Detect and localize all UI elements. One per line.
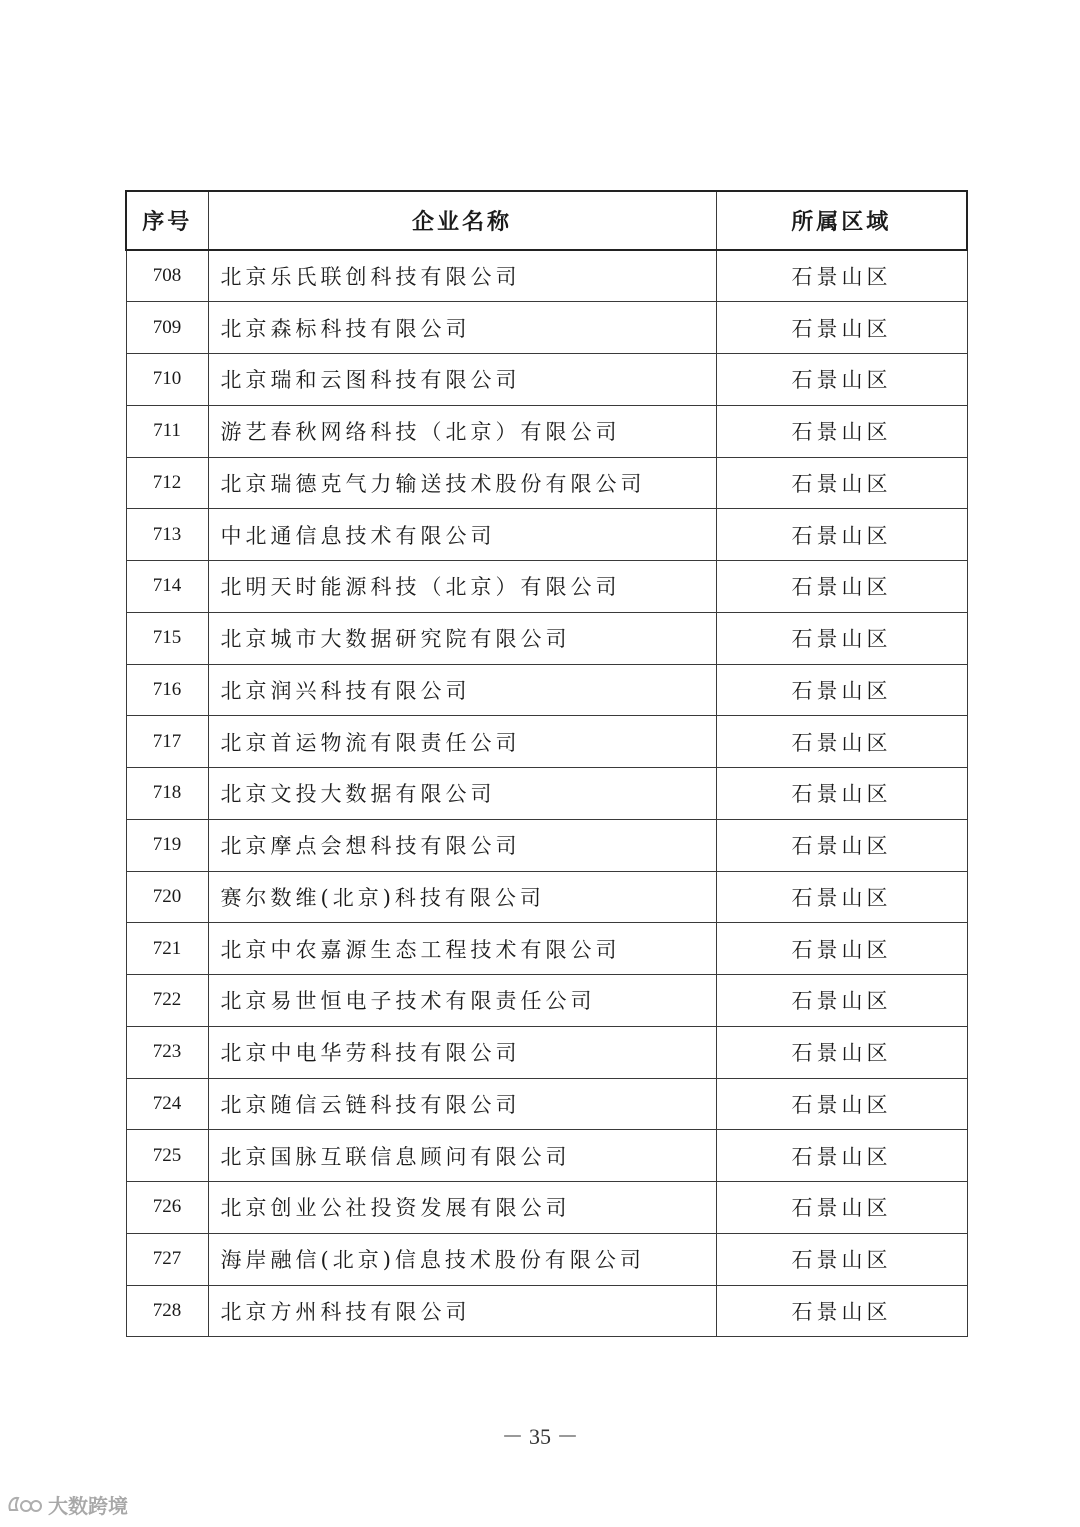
row-index: 722	[126, 975, 208, 1027]
table-row	[126, 1233, 967, 1285]
row-district: 石景山区	[716, 1182, 967, 1234]
row-company-name: 游艺春秋网络科技（北京）有限公司	[208, 405, 716, 457]
row-district: 石景山区	[716, 975, 967, 1027]
row-district: 石景山区	[716, 819, 967, 871]
table-row	[126, 1285, 967, 1337]
row-index: 711	[126, 405, 208, 457]
table-row	[126, 612, 967, 664]
table-row	[126, 871, 967, 923]
row-district: 石景山区	[716, 457, 967, 509]
row-company-name: 北京文投大数据有限公司	[208, 768, 716, 820]
row-district: 石景山区	[716, 1130, 967, 1182]
brand-logo-icon	[6, 1494, 42, 1516]
page-number: － 35 －	[501, 1424, 579, 1449]
row-company-name: 北京方州科技有限公司	[208, 1285, 716, 1337]
header-row	[126, 191, 967, 250]
table-row	[126, 819, 967, 871]
row-index: 721	[126, 923, 208, 975]
table-row	[126, 1182, 967, 1234]
row-index: 717	[126, 716, 208, 768]
row-company-name: 北京中电华劳科技有限公司	[208, 1026, 716, 1078]
enterprise-table-container	[125, 190, 966, 1337]
row-district: 石景山区	[716, 1285, 967, 1337]
row-company-name: 北京森标科技有限公司	[208, 302, 716, 354]
row-index: 718	[126, 768, 208, 820]
row-index: 714	[126, 561, 208, 613]
row-district: 石景山区	[716, 923, 967, 975]
table-header	[126, 191, 967, 250]
row-district: 石景山区	[716, 716, 967, 768]
row-company-name: 北京润兴科技有限公司	[208, 664, 716, 716]
row-district: 石景山区	[716, 871, 967, 923]
row-index: 726	[126, 1182, 208, 1234]
table-row	[126, 354, 967, 406]
row-index: 724	[126, 1078, 208, 1130]
row-district: 石景山区	[716, 1026, 967, 1078]
row-district: 石景山区	[716, 664, 967, 716]
row-index: 727	[126, 1233, 208, 1285]
row-company-name: 北京中农嘉源生态工程技术有限公司	[208, 923, 716, 975]
row-district: 石景山区	[716, 612, 967, 664]
header-district: 所属区域	[716, 191, 967, 250]
row-district: 石景山区	[716, 354, 967, 406]
table-row	[126, 768, 967, 820]
row-company-name: 北明天时能源科技（北京）有限公司	[208, 561, 716, 613]
row-company-name: 北京易世恒电子技术有限责任公司	[208, 975, 716, 1027]
row-district: 石景山区	[716, 768, 967, 820]
row-index: 708	[126, 250, 208, 302]
row-index: 710	[126, 354, 208, 406]
row-company-name: 北京城市大数据研究院有限公司	[208, 612, 716, 664]
row-index: 713	[126, 509, 208, 561]
table-row	[126, 302, 967, 354]
row-district: 石景山区	[716, 509, 967, 561]
row-index: 715	[126, 612, 208, 664]
row-index: 720	[126, 871, 208, 923]
watermark	[6, 1490, 128, 1519]
table-row	[126, 664, 967, 716]
row-index: 712	[126, 457, 208, 509]
row-company-name: 北京首运物流有限责任公司	[208, 716, 716, 768]
row-company-name: 北京瑞德克气力输送技术股份有限公司	[208, 457, 716, 509]
row-company-name: 北京创业公社投资发展有限公司	[208, 1182, 716, 1234]
row-index: 709	[126, 302, 208, 354]
row-district: 石景山区	[716, 1233, 967, 1285]
watermark-text: 大数跨境	[48, 1494, 128, 1518]
table-row	[126, 250, 967, 302]
row-company-name: 北京乐氏联创科技有限公司	[208, 250, 716, 302]
row-district: 石景山区	[716, 1078, 967, 1130]
row-company-name: 北京摩点会想科技有限公司	[208, 819, 716, 871]
table-body	[126, 250, 967, 1337]
table-row	[126, 1078, 967, 1130]
header-company-name: 企业名称	[208, 191, 716, 250]
row-company-name: 赛尔数维(北京)科技有限公司	[208, 871, 716, 923]
row-company-name: 中北通信息技术有限公司	[208, 509, 716, 561]
row-district: 石景山区	[716, 250, 967, 302]
enterprise-table	[125, 190, 968, 1337]
table-row	[126, 405, 967, 457]
table-row	[126, 509, 967, 561]
row-company-name: 北京国脉互联信息顾问有限公司	[208, 1130, 716, 1182]
row-index: 725	[126, 1130, 208, 1182]
row-index: 728	[126, 1285, 208, 1337]
table-row	[126, 1026, 967, 1078]
row-company-name: 北京瑞和云图科技有限公司	[208, 354, 716, 406]
row-index: 723	[126, 1026, 208, 1078]
row-company-name: 海岸融信(北京)信息技术股份有限公司	[208, 1233, 716, 1285]
row-district: 石景山区	[716, 561, 967, 613]
table-row	[126, 923, 967, 975]
table-row	[126, 457, 967, 509]
row-district: 石景山区	[716, 405, 967, 457]
table-row	[126, 975, 967, 1027]
row-district: 石景山区	[716, 302, 967, 354]
row-company-name: 北京随信云链科技有限公司	[208, 1078, 716, 1130]
table-row	[126, 1130, 967, 1182]
table-row	[126, 561, 967, 613]
row-index: 719	[126, 819, 208, 871]
table-row	[126, 716, 967, 768]
row-index: 716	[126, 664, 208, 716]
header-index: 序号	[126, 191, 208, 250]
